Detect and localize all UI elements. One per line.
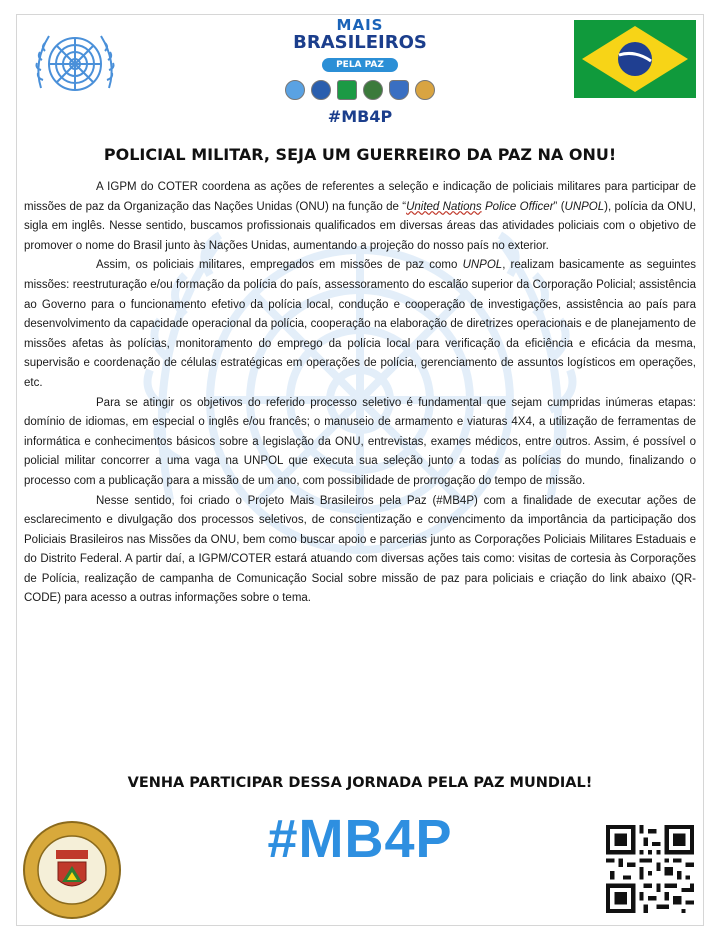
brazil-flag bbox=[574, 20, 696, 98]
closing-call: VENHA PARTICIPAR DESSA JORNADA PELA PAZ MUNDIAL! bbox=[127, 775, 593, 791]
brand-block bbox=[270, 18, 450, 126]
hashtag-bottom: #MB4P bbox=[267, 809, 453, 869]
globe-badge-icon bbox=[311, 80, 331, 100]
shield-badge-icon bbox=[389, 80, 409, 100]
police-badge-icon bbox=[415, 80, 435, 100]
brazil-badge-icon bbox=[337, 80, 357, 100]
badge-row bbox=[270, 80, 450, 100]
paragraph-1: A IGPM do COTER coordena as ações de referentes a seleção e indicação de policiais militares para participar de missões de paz da Organização das Nações Unidas (ONU) na função de “United Nations Police Officer” (UNPOL), polícia da ONU, sigla em inglês. Nesse sentido, buscamos profissionais qualificados em diversas áreas das atividades policiais com o objetivo de promover o nome do Brasil junto às Nações Unidas, aumentando a projeção do nosso país no exterior. bbox=[24, 181, 696, 252]
body-text bbox=[24, 178, 696, 609]
brand-ribbon: PELA PAZ bbox=[322, 58, 398, 72]
un-badge-icon bbox=[285, 80, 305, 100]
paragraph-3: Para se atingir os objetivos do referido processo seletivo é fundamental que sejam cumpridas inúmeras etapas: domínio de idiomas, em especial o inglês e/ou francês; o manuseio de armamento e viaturas 4X4, a utilização de ferramentas de informática e conhecimentos básicos sobre a legislação da ONU, entrevistas, exames médicos, entre outros. Assim, é possível o policial militar concorrer a uma vaga na UNPOL que executa sua seleção junto a todas as polícias do mundo, finalizando o processo com a publicação para a missão de um ano, com possibilidade de prorrogação do tempo de missão. bbox=[24, 396, 696, 487]
qr-code[interactable] bbox=[606, 825, 694, 913]
paragraph-2: Assim, os policiais militares, empregados em missões de paz como UNPOL, realizam basicamente as seguintes missões: reestruturação e/ou formação da polícia do país, assessoramento do escalão superior da Corporação Policial; assistência ao Governo para o funcionamento efetivo da polícia local, condução e cooperação de investigações, assistência ao país para desenvolvimento da capacidade operacional da polícia, cooperação na elaboração de diretrizes operacionais e de planejamento de missões afetas às polícias, monitoramento do emprego da polícia local para verificação da eficiência e eficácia da mesma, supervisão e coordenação de células estratégicas em operações de polícia, gerenciamento de assuntos logísticos em operações, etc. bbox=[24, 259, 697, 389]
hashtag-top: #MB4P bbox=[327, 107, 393, 126]
brand-line-1: MAIS bbox=[336, 16, 384, 34]
headline: POLICIAL MILITAR, SEJA UM GUERREIRO DA PAZ NA ONU! bbox=[103, 145, 617, 164]
igpm-seal bbox=[22, 820, 122, 920]
un-logo bbox=[24, 22, 126, 108]
army-badge-icon bbox=[363, 80, 383, 100]
brand-line-2: BRASILEIROS bbox=[293, 32, 427, 53]
paragraph-4: Nesse sentido, foi criado o Projeto Mais Brasileiros pela Paz (#MB4P) com a finalidade de executar ações de esclarecimento e divulgação dos processos seletivos, de conscientização e convencimento da importância da participação dos Policiais Brasileiros nas Missões da ONU, bem como buscar apoio e parcerias junto as Corporações Policiais Militares Estaduais e do Distrito Federal. A partir daí, a IGPM/COTER estará atuando com diversas ações tais como: visitas de cortesia às Corporações de Polícia, realização de campanha de Comunicação Social sobre missão de paz para policiais e criação do link abaixo (QR-CODE) para acesso a outras informações sobre o tema. bbox=[24, 494, 696, 605]
